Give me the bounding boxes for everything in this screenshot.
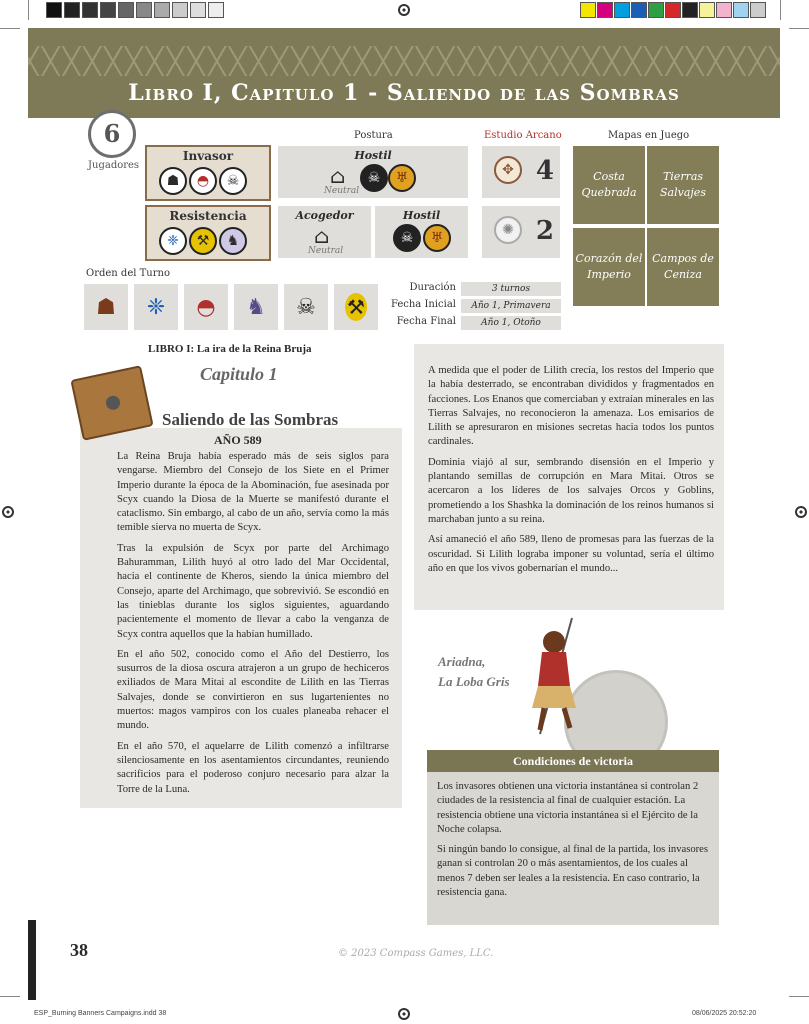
dwarf-hammers-icon: ⚒	[347, 295, 365, 319]
book-title: LIBRO I: La ira de la Reina Bruja	[148, 343, 312, 355]
swatch	[208, 2, 224, 18]
turn-order-tile	[284, 284, 328, 330]
crop-mark	[28, 0, 29, 20]
griffon-icon: ♞	[246, 294, 266, 320]
fecha-inicial-label: Fecha Inicial	[390, 299, 456, 310]
swatch	[46, 2, 62, 18]
chapter-subtitle: Capitulo 1	[200, 364, 278, 384]
chapter-title: Libro I, Capitulo 1 - Saliendo de las Sombras	[128, 80, 680, 106]
elf-rune-icon: ❈	[159, 227, 187, 255]
estudio-arcano-header: Estudio Arcano	[484, 130, 562, 141]
crop-mark	[0, 28, 20, 29]
stance-label: Hostil	[402, 209, 441, 222]
turn-order-tile	[234, 284, 278, 330]
registration-mark-icon	[2, 506, 14, 518]
faction-icons	[159, 167, 247, 195]
demon-skull-icon: ☠	[296, 294, 316, 320]
story-paragraph: Dominia viajó al sur, sembrando disensión en el Imperio y plantando semillas de corrupción en Mara Mitai. Otros se acercaron a los líderes de los salvajes Orcos y Goblins, prometiendo a los Shashka la dominación de los reinos humanos si marchaban junto a su reina.	[428, 456, 714, 525]
fecha-final-value: Año 1, Otoño	[461, 316, 561, 330]
vampire-icon: ♅	[388, 164, 416, 192]
story-right-column	[428, 364, 714, 582]
swatch	[716, 2, 732, 18]
duracion-value: 3 turnos	[461, 282, 561, 296]
faction-name: Resistencia	[169, 209, 247, 223]
arcane-swirl-icon: ✺	[494, 216, 522, 244]
crop-mark	[789, 996, 809, 997]
arcane-rune-icon: ✥	[494, 156, 522, 184]
swatch	[597, 2, 613, 18]
story-year: AÑO 589	[214, 433, 262, 447]
swatch	[580, 2, 596, 18]
orc-mask-icon: ☗	[96, 294, 116, 320]
book-clasp	[105, 394, 122, 411]
swatch	[648, 2, 664, 18]
swatch	[136, 2, 152, 18]
neutral-label: Neutral	[308, 246, 344, 256]
stance-invasor	[278, 146, 468, 198]
swatch	[100, 2, 116, 18]
turn-order-tile	[134, 284, 178, 330]
faction-icons	[159, 227, 247, 255]
map-tile: Corazón del Imperio	[573, 228, 645, 306]
swatch	[750, 2, 766, 18]
griffon-icon: ♞	[219, 227, 247, 255]
swatch	[154, 2, 170, 18]
turn-order-tile	[84, 284, 128, 330]
postura-header: Postura	[354, 130, 393, 141]
victory-conditions-box	[427, 750, 719, 925]
swatch	[172, 2, 188, 18]
swatch	[614, 2, 630, 18]
story-left-column	[117, 450, 389, 803]
map-tile: Campos de Ceniza	[647, 228, 719, 306]
story-paragraph: Tras la expulsión de Scyx por parte del Archimago Bahuramman, Lilith huyó al otro lado del Mar Occidental, hacia el continente de Kheros, siendo la única miembro del Consejo, aparte del Archimago, que sobrevivió. Se escondió en las tinieblas durante los siglos siguientes, aguardando pacientemente el momento de llevar a cabo la venganza de Scyx contra aquellos que la habían humillado.	[117, 542, 389, 640]
stance-resistencia-acogedor	[278, 206, 371, 258]
victory-paragraph: Si ningún bando lo consigue, al final de la partida, los invasores ganan si controlan 20 o más asentamientos, de los cuales al menos 7 deben ser leales a la resistencia. En caso contrario, la resistencia gana.	[437, 844, 708, 899]
swatch	[733, 2, 749, 18]
elf-rune-icon: ❈	[146, 294, 166, 320]
swatch	[699, 2, 715, 18]
crop-mark	[789, 28, 809, 29]
story-paragraph: La Reina Bruja había esperado más de seis siglos para vengarse. Miembro del Consejo de los Siete en el Primer Imperio durante la época de la Abominación, fue asesinada por Scyx cuando la Diosa de la Muerte se manifestó durante el cataclismo. Sin embargo, al cabo de un año, servía como la más temible sierva no muerta de Scyx.	[117, 451, 389, 534]
warrior-leg	[564, 708, 570, 728]
chapter-banner	[28, 28, 780, 118]
swatch	[190, 2, 206, 18]
stance-label: Hostil	[354, 149, 392, 162]
faction-name: Invasor	[182, 149, 234, 163]
crescent-icon: ◓	[189, 167, 217, 195]
story-paragraph: A medida que el poder de Lilith crecía, los restos del Imperio que la había desterrado, se encontraban divididos y fragmentados en facciones. Los Enanos que comerciaban y extraían minerales en las Tierras Salvajes, no reconocieron la amenaza. Los emisarios de Lilith se apresuraron en misiones secretas hacia todos los puntos cardinales.	[428, 365, 714, 448]
swatch	[64, 2, 80, 18]
story-paragraph: En el año 502, conocido como el Año del Destierro, los susurros de la diosa oscura atrajeron a un grupo de hechiceros exiliados de Mara Mitai al escondite de Lilith en las Tierras Salvajes, donde se convirtieron en sus lugartenientes no muertos: magos vampiros con los cuales planeaba rehacer el mundo.	[117, 648, 389, 732]
registration-mark-icon	[398, 1008, 410, 1020]
registration-mark-icon	[398, 4, 410, 16]
crop-mark	[0, 996, 20, 997]
dwarf-hammers-icon: ⚒	[189, 227, 217, 255]
registration-mark-icon	[795, 506, 807, 518]
vampire-icon: ♅	[423, 224, 451, 252]
swatch	[82, 2, 98, 18]
turn-order-tile	[184, 284, 228, 330]
swatch	[665, 2, 681, 18]
settlement-icon: ⌂	[314, 224, 330, 248]
victory-title: Condiciones de victoria	[427, 750, 719, 772]
victory-text	[427, 772, 719, 900]
warrior-skirt	[532, 686, 576, 708]
warrior-illustration	[520, 616, 590, 736]
fecha-inicial-value: Año 1, Primavera	[461, 299, 561, 313]
neutral-label: Neutral	[324, 186, 360, 196]
skull-icon: ☠	[393, 224, 421, 252]
warrior-body	[538, 652, 570, 686]
map-tile: Costa Quebrada	[573, 146, 645, 224]
arcane-invasor	[482, 146, 560, 198]
mapas-header: Mapas en Juego	[608, 130, 690, 141]
slug-file: ESP_Burning Banners Campaigns.indd 38	[34, 1010, 167, 1017]
arcane-value: 2	[535, 216, 554, 246]
slug-date: 08/06/2025 20:52:20	[692, 1010, 757, 1017]
turn-order-label: Orden del Turno	[86, 268, 170, 279]
arcane-resistencia	[482, 206, 560, 258]
stance-label: Acogedor	[295, 209, 354, 222]
player-count-badge: 6	[88, 110, 136, 158]
warrior-head	[543, 631, 565, 653]
swatch	[682, 2, 698, 18]
story-paragraph: En el año 570, el aquelarre de Lilith comenzó a infiltrarse silenciosamente en los asentamientos circundantes, reuniendo sacrificios para el poderoso conjuro necesario para alzar la Torre de la Luna.	[117, 740, 389, 795]
story-title: Saliendo de las Sombras	[162, 410, 339, 429]
edge-bleed-bar	[28, 920, 36, 1000]
duracion-label: Duración	[409, 282, 456, 293]
character-name: Ariadna,	[438, 654, 486, 669]
victory-paragraph: Los invasores obtienen una victoria instantánea si controlan 2 ciudades de la resistencia al final de cualquier estación. La resistencia obtiene una victoria instantánea si el Ejército de la Noche colapsa.	[437, 781, 699, 835]
arcane-value: 4	[535, 156, 554, 186]
settlement-icon: ⌂	[330, 164, 346, 188]
crop-mark	[780, 0, 781, 20]
players-label: Jugadores	[88, 160, 140, 171]
swatch	[631, 2, 647, 18]
crescent-icon: ◓	[196, 294, 216, 320]
page-number: 38	[70, 940, 88, 960]
demon-skull-icon: ☠	[219, 167, 247, 195]
turn-order-tile	[334, 284, 378, 330]
character-title: La Loba Gris	[438, 674, 510, 689]
skull-icon: ☠	[360, 164, 388, 192]
faction-resistencia	[145, 205, 271, 261]
copyright: © 2023 Compass Games, LLC.	[338, 948, 494, 959]
swatch	[118, 2, 134, 18]
celtic-knot-border	[28, 46, 780, 76]
faction-invasor	[145, 145, 271, 201]
story-paragraph: Así amaneció el año 589, lleno de promesas para las fuerzas de la oscuridad. Si Lilith lograba imponer su voluntad, sería el último año en que los vivos gobernarían el mundo...	[428, 534, 714, 574]
map-tile: Tierras Salvajes	[647, 146, 719, 224]
fecha-final-label: Fecha Final	[396, 316, 456, 327]
orc-mask-icon: ☗	[159, 167, 187, 195]
warrior-leg	[540, 708, 544, 730]
stance-resistencia-hostil	[375, 206, 468, 258]
